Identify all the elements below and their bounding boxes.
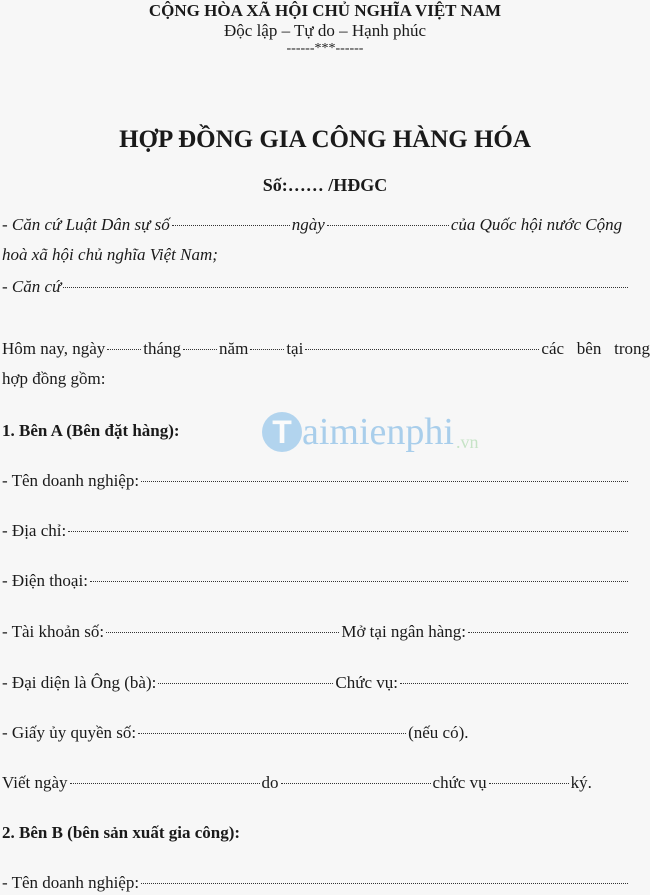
- basis-date-label: ngày: [291, 215, 325, 234]
- pos2-field[interactable]: [489, 783, 569, 784]
- logo-icon: T: [262, 412, 302, 452]
- separator: ------***------: [286, 41, 364, 56]
- motto: Độc lập – Tự do – Hạnh phúc: [224, 21, 426, 40]
- position-label: Chức vụ:: [335, 673, 398, 692]
- rep-field[interactable]: [158, 683, 333, 684]
- pos2-label: chức vụ: [432, 773, 487, 792]
- month-label: tháng: [143, 339, 182, 358]
- party-a-title: 1. Bên A (Bên đặt hàng):: [2, 421, 180, 440]
- day-field[interactable]: [107, 349, 141, 350]
- address-label: - Địa chỉ:: [2, 521, 67, 540]
- company-field[interactable]: [141, 481, 628, 482]
- basis-line-2: [2, 245, 630, 267]
- rep-label: - Đại diện là Ông (bà):: [2, 673, 157, 692]
- account-label: - Tài khoản số:: [2, 622, 105, 641]
- day-label: Hôm nay, ngày: [2, 339, 106, 358]
- law-date-field[interactable]: [327, 225, 449, 226]
- party-a-account: [2, 622, 630, 644]
- company-label: - Tên doanh nghiệp:: [2, 471, 140, 490]
- company-b-label: - Tên doanh nghiệp:: [2, 873, 140, 892]
- party-b-company: [2, 873, 630, 895]
- basis-other-label: - Căn cứ: [2, 277, 62, 296]
- signed-label: ký.: [570, 773, 592, 792]
- by-field[interactable]: [281, 783, 431, 784]
- auth-note: (nếu có).: [408, 723, 469, 742]
- place-field[interactable]: [305, 349, 539, 350]
- watermark-logo: [262, 408, 478, 452]
- party-a-authorization: [2, 723, 630, 745]
- logo-suffix: .vn: [455, 432, 479, 452]
- basis-line-3: [2, 277, 630, 299]
- auth-label: - Giấy ủy quyền số:: [2, 723, 137, 742]
- basis-text: hoà xã hội chủ nghĩa Việt Nam;: [2, 245, 218, 264]
- place-label: tại: [286, 339, 304, 358]
- nation-header: CỘNG HÒA XÃ HỘI CHỦ NGHĨA VIỆT NAM: [148, 1, 502, 20]
- company-b-field[interactable]: [141, 883, 628, 884]
- intro-line: [2, 339, 650, 361]
- basis-line-1: [2, 215, 650, 237]
- intro-suffix: các bên trong: [541, 339, 650, 358]
- year-label: năm: [219, 339, 249, 358]
- intro-text: hợp đồng gồm:: [2, 369, 106, 388]
- basis-suffix: của Quốc hội nước Cộng: [450, 215, 623, 234]
- bank-field[interactable]: [468, 632, 628, 633]
- intro-line-2: [2, 369, 630, 391]
- party-a-heading: [2, 421, 242, 443]
- account-field[interactable]: [106, 632, 339, 633]
- bank-label: Mở tại ngân hàng:: [341, 622, 466, 641]
- law-number-field[interactable]: [172, 225, 290, 226]
- position-field[interactable]: [400, 683, 628, 684]
- logo-text: aimienphi: [302, 411, 454, 453]
- contract-number: Số:…… /HĐGC: [262, 175, 388, 195]
- document-title: HỢP ĐỒNG GIA CÔNG HÀNG HÓA: [119, 126, 531, 153]
- party-b-title: 2. Bên B (bên sản xuất gia công):: [2, 823, 241, 842]
- phone-field[interactable]: [90, 581, 628, 582]
- party-a-phone: [2, 571, 630, 593]
- written-label: Viết ngày: [2, 773, 68, 792]
- written-date-field[interactable]: [70, 783, 260, 784]
- party-a-representative: [2, 673, 630, 695]
- basis-label: - Căn cứ Luật Dân sự số: [2, 215, 170, 234]
- basis-other-field[interactable]: [63, 287, 628, 288]
- party-a-written: [2, 773, 630, 795]
- party-b-heading: [2, 823, 630, 845]
- party-a-company: [2, 471, 630, 493]
- phone-label: - Điện thoại:: [2, 571, 88, 590]
- address-field[interactable]: [68, 531, 628, 532]
- auth-field[interactable]: [138, 733, 406, 734]
- by-label: do: [261, 773, 279, 792]
- year-field[interactable]: [250, 349, 284, 350]
- party-a-address: [2, 521, 630, 543]
- month-field[interactable]: [183, 349, 217, 350]
